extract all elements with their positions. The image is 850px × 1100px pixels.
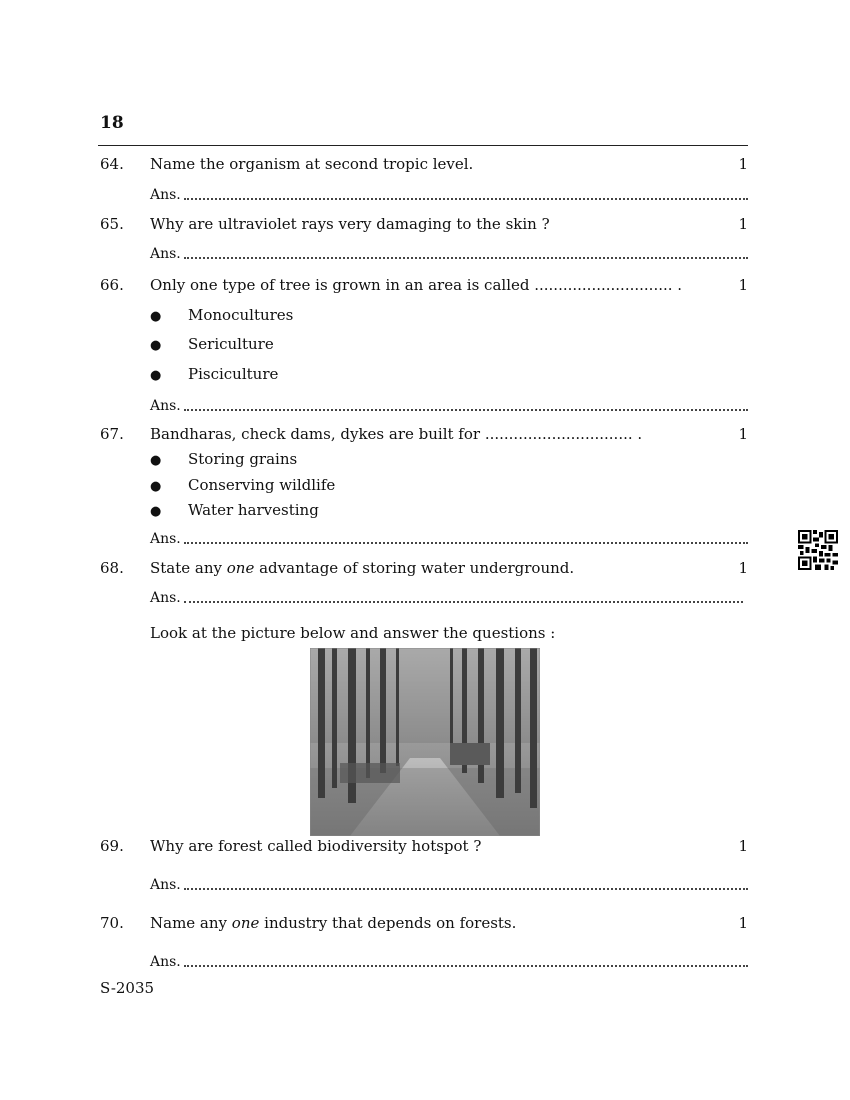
answer-label: Ans. (150, 590, 181, 606)
question-text-part: industry that depends on forests. (259, 914, 517, 932)
question-69 (100, 835, 748, 857)
question-text-part: State any (150, 559, 227, 577)
question-text: Name the organism at second tropic level. (150, 155, 474, 173)
option-label: Monocultures (188, 306, 294, 324)
qr-code-icon[interactable] (798, 530, 838, 570)
answer-line-68[interactable] (150, 588, 743, 608)
header-rule (98, 145, 748, 146)
bullet-icon: ● (150, 309, 162, 324)
answer-dots (184, 965, 748, 967)
question-text (150, 557, 574, 579)
answer-label: Ans. (150, 954, 181, 970)
bullet-icon: ● (150, 453, 162, 468)
question-66 (100, 274, 748, 296)
question-marks: 1 (738, 837, 748, 855)
question-text: Only one type of tree is grown in an area is called ............................. . (150, 276, 683, 294)
question-marks: 1 (738, 155, 748, 173)
answer-line-69[interactable] (150, 875, 748, 895)
bullet-icon: ● (150, 368, 162, 383)
picture-intro: Look at the picture below and answer the questions : (150, 624, 556, 642)
question-text-emphasis: one (226, 559, 255, 577)
answer-label: Ans. (150, 246, 181, 262)
question-text-emphasis: one (231, 914, 260, 932)
answer-line-66[interactable] (150, 396, 748, 416)
question-number: 64. (100, 155, 124, 173)
option-label: Conserving wildlife (188, 476, 336, 494)
question-marks: 1 (738, 215, 748, 233)
bullet-icon: ● (150, 479, 162, 494)
option-item (150, 499, 319, 521)
question-text-part: Name any (150, 914, 232, 932)
answer-dots (184, 888, 748, 890)
question-70 (100, 912, 748, 934)
answer-line-64[interactable] (150, 185, 748, 205)
question-marks: 1 (738, 914, 748, 932)
question-number: 68. (100, 559, 124, 577)
answer-dots (184, 257, 748, 259)
option-item (150, 474, 335, 496)
option-label: Sericulture (188, 335, 274, 353)
answer-line-65[interactable] (150, 244, 748, 264)
answer-dots (184, 198, 748, 200)
question-67 (100, 423, 748, 445)
answer-label: Ans. (150, 187, 181, 203)
option-item (150, 304, 293, 326)
question-number: 70. (100, 914, 124, 932)
page-number: 18 (100, 113, 124, 133)
question-64 (100, 153, 748, 175)
question-text (150, 912, 516, 934)
bullet-icon: ● (150, 338, 162, 353)
question-number: 66. (100, 276, 124, 294)
option-label: Water harvesting (188, 501, 319, 519)
option-item (150, 333, 274, 355)
question-marks: 1 (738, 559, 748, 577)
option-label: Pisciculture (188, 365, 279, 383)
answer-dots (184, 542, 748, 544)
answer-dots (184, 601, 743, 603)
question-marks: 1 (738, 425, 748, 443)
question-68 (100, 557, 748, 579)
answer-label: Ans. (150, 531, 181, 547)
answer-dots (184, 409, 748, 411)
footer-code: S-2035 (100, 979, 155, 997)
option-label: Storing grains (188, 450, 298, 468)
question-text: Why are forest called biodiversity hotspot ? (150, 837, 482, 855)
answer-label: Ans. (150, 877, 181, 893)
question-65 (100, 213, 748, 235)
question-marks: 1 (738, 276, 748, 294)
question-number: 65. (100, 215, 124, 233)
question-number: 69. (100, 837, 124, 855)
question-text: Bandharas, check dams, dykes are built for ............................... . (150, 425, 643, 443)
answer-label: Ans. (150, 398, 181, 414)
question-number: 67. (100, 425, 124, 443)
answer-line-67[interactable] (150, 529, 748, 549)
option-item (150, 448, 297, 470)
forest-road-photo (310, 648, 540, 836)
bullet-icon: ● (150, 504, 162, 519)
option-item (150, 363, 278, 385)
question-text: Why are ultraviolet rays very damaging to the skin ? (150, 215, 550, 233)
answer-line-70[interactable] (150, 952, 748, 972)
question-text-part: advantage of storing water underground. (254, 559, 575, 577)
